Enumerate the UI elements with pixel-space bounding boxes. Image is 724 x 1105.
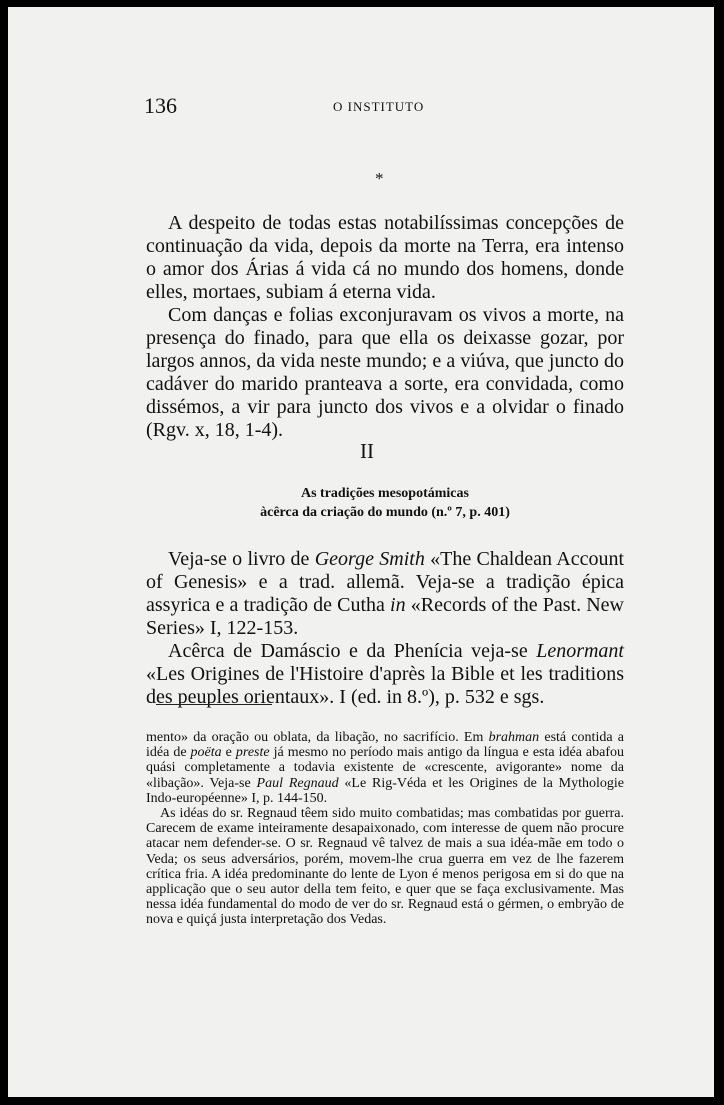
section-1-body <box>146 212 624 442</box>
paragraph <box>146 212 624 304</box>
text-run: A despeito de todas estas notabilíssimas concepções de continuação da vida, depois da morte na Terra, era intenso o amor dos Árias á vida cá no mundo dos homens, donde elles, mortaes, subiam á eterna vida. <box>146 212 624 303</box>
paragraph <box>146 640 624 709</box>
paragraph <box>146 548 624 640</box>
italic-word: brahman <box>488 730 540 745</box>
text-run: «Les Origines de l'Histoire d'après la Bible et les traditions des peuples orientaux». I (ed. in 8.º), p. 532 e sgs. <box>146 663 624 708</box>
text-run: Veja-se o livro de <box>168 548 315 570</box>
italic-word: in <box>390 594 406 616</box>
text-run: e <box>221 745 236 761</box>
footnote-rule <box>156 704 272 705</box>
text-run: já mesmo no período mais antigo da língua e esta idéa abafou quási completamente a todavia existente de «crescente, avigorante» nome da «libação». Veja-se <box>146 745 625 791</box>
text-run: «Records of the Past. New Series» I, 122-153. <box>146 594 624 639</box>
book-page <box>8 7 714 1097</box>
section-separator: * <box>375 169 384 188</box>
text-run: Com danças e folias exconjuravam os vivos a morte, na presença do finado, para que ella os deixasse gozar, por largos annos, da vida neste mundo; e a viúva, que juncto do cadáver do marido pranteava a sorte, era convidada, como dissémos, a vir para juncto dos vivos e a olvidar o finado (Rgv. x, 18, 1-4). <box>146 304 624 441</box>
running-title: O INSTITUTO <box>333 99 425 114</box>
footnote-paragraph <box>146 806 624 928</box>
italic-word: poëta <box>190 745 222 761</box>
section-heading-line-1: As tradições mesopotámicas <box>301 486 469 501</box>
section-heading <box>146 484 624 522</box>
footnote-paragraph <box>146 730 624 806</box>
section-2-body <box>146 548 624 709</box>
text-run: «Le Rig-Véda et les Origines de la Mythologie Indo-européenne» I, p. 144-150. <box>146 775 624 806</box>
section-numeral: II <box>360 439 374 463</box>
text-run: «The Chaldean Account of Genesis» e a trad. allemã. Veja-se a tradição épica assyrica e a tradição de Cutha <box>146 548 625 616</box>
author-name: Paul Regnaud <box>256 775 339 791</box>
footnote <box>146 730 624 928</box>
text-run: está contida a idéa de <box>146 730 624 761</box>
page-header <box>8 93 714 123</box>
page-number: 136 <box>144 93 177 118</box>
section-heading-line-2: àcêrca da criação do mundo (n.º 7, p. 401) <box>260 505 510 520</box>
author-name: George Smith <box>314 548 425 570</box>
text-run: As idéas do sr. Regnaud têem sido muito combatidas; mas combatidas por guerra. Carecem de exame inteiramente desapaixonado, com interesse de quem não procure atacar nem defender-se. O sr. Regnaud vê talvez de mais a sua idéa-mãe em todo o Veda; os seus adversários, porém, movem-lhe crua guerra em vez de lhe fazerem crítica fria. A idéa predominante do lente de Lyon é menos perigosa em si do que na applicação que o seu autor della tem feito, e quer que se faça exclusivamente. Mas nessa idéa fundamental do modo de ver do sr. Regnaud está o gérmen, o embryão de nova e quiçá justa interpretação dos Vedas. <box>146 806 624 928</box>
paragraph <box>146 304 624 442</box>
italic-word: preste <box>235 745 270 761</box>
author-name: Lenormant <box>536 640 624 662</box>
text-run: mento» da oração ou oblata, da libação, no sacrifício. Em <box>146 730 489 745</box>
text-run: Acêrca de Damáscio e da Phenícia veja-se <box>168 640 537 662</box>
